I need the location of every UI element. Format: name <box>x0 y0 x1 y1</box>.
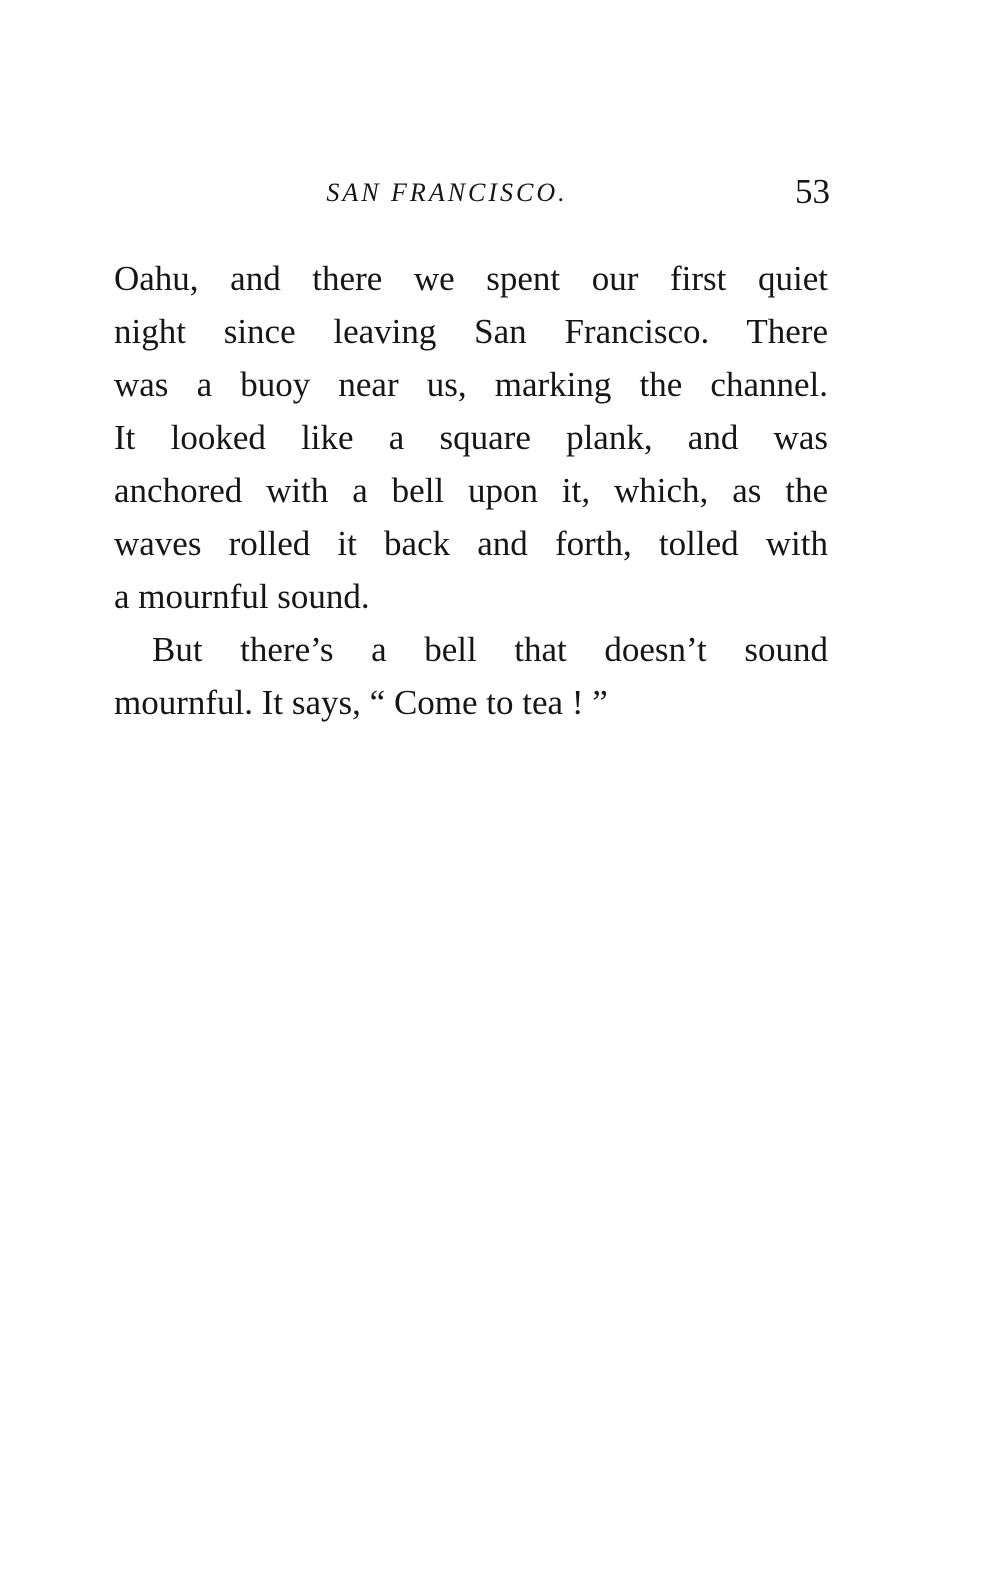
text-line: was a buoy near us, marking the channel. <box>114 365 828 404</box>
text-line: Oahu, and there we spent our first quiet <box>114 259 828 298</box>
text-line: a mournful sound. <box>114 577 370 616</box>
paragraph-1 <box>114 252 828 623</box>
page-number: 53 <box>795 172 830 211</box>
text-line: anchored with a bell upon it, which, as the <box>114 471 828 510</box>
running-title: SAN FRANCISCO. <box>326 178 568 207</box>
running-head <box>112 172 830 216</box>
text-line: mournful. It says, “ Come to tea ! ” <box>114 683 608 722</box>
paragraph-2 <box>114 623 828 729</box>
body-text <box>114 252 828 729</box>
text-line: But there’s a bell that doesn’t sound <box>152 630 828 669</box>
text-line: waves rolled it back and forth, tolled with <box>114 524 828 563</box>
text-line: night since leaving San Francisco. There <box>114 312 828 351</box>
text-line: It looked like a square plank, and was <box>114 418 828 457</box>
